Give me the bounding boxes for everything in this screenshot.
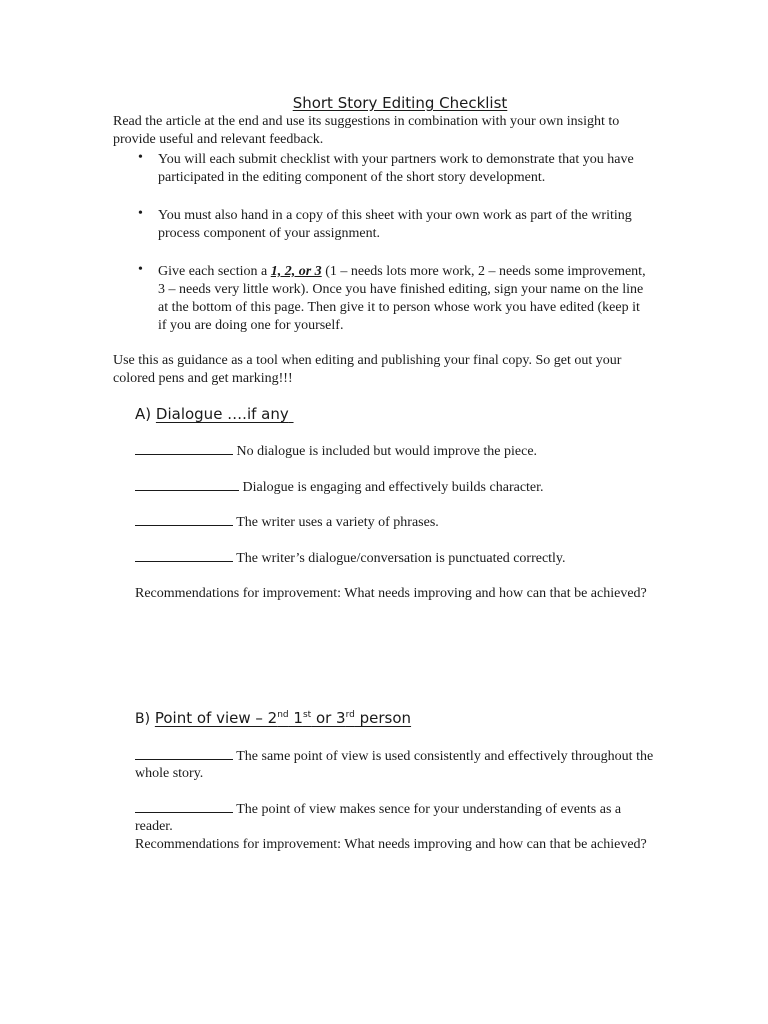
bullet-1-line-2: participated in the editing component of the short story development.: [158, 170, 546, 185]
section-b-item-2: The point of view makes sence for your understanding of events as a: [135, 800, 621, 819]
page-title: Short Story Editing Checklist: [292, 94, 508, 112]
score-blank[interactable]: [135, 442, 233, 455]
intro-line-2: provide useful and relevant feedback.: [113, 132, 324, 147]
section-a-item-2: Dialogue is engaging and effectively builds character.: [135, 478, 544, 497]
section-b-recommendation: Recommendations for improvement: What needs improving and how can that be achieved?: [135, 837, 647, 852]
section-a-heading: A) Dialogue ….if any: [135, 405, 289, 423]
score-blank[interactable]: [135, 478, 239, 491]
section-b-heading: B) Point of view – 2nd 1st or 3rd person: [135, 709, 412, 727]
score-blank[interactable]: [135, 800, 233, 813]
intro-line-1: Read the article at the end and use its suggestions in combination with your own insight to: [113, 114, 620, 129]
section-a-item-3: The writer uses a variety of phrases.: [135, 513, 439, 532]
bullet-3-line-3: at the bottom of this page. Then give it to person whose work you have edited (keep it: [158, 300, 640, 315]
bullet-3-line-2: 3 – needs very little work). Once you have finished editing, sign your name on the line: [158, 282, 644, 297]
score-blank[interactable]: [135, 747, 233, 760]
section-a-item-4: The writer’s dialogue/conversation is punctuated correctly.: [135, 549, 566, 568]
section-b-item-1: The same point of view is used consistently and effectively throughout the: [135, 747, 653, 766]
bullet-icon: •: [138, 262, 143, 277]
bullet-3-line-4: if you are doing one for yourself.: [158, 318, 344, 333]
section-b-item-1-cont: whole story.: [135, 766, 204, 781]
score-blank[interactable]: [135, 549, 233, 562]
section-a-recommendation: Recommendations for improvement: What needs improving and how can that be achieved?: [135, 586, 647, 601]
bullet-3-line-1: Give each section a 1, 2, or 3 (1 – needs lots more work, 2 – needs some improvement,: [158, 264, 646, 279]
score-blank[interactable]: [135, 513, 233, 526]
rating-scale: 1, 2, or 3: [270, 264, 322, 279]
bullet-1-line-1: You will each submit checklist with your partners work to demonstrate that you have: [158, 152, 634, 167]
guidance-line-1: Use this as guidance as a tool when editing and publishing your final copy. So get out your: [113, 353, 622, 368]
bullet-icon: •: [138, 150, 143, 165]
bullet-icon: •: [138, 206, 143, 221]
bullet-2-line-2: process component of your assignment.: [158, 226, 381, 241]
bullet-2-line-1: You must also hand in a copy of this sheet with your own work as part of the writing: [158, 208, 632, 223]
guidance-line-2: colored pens and get marking!!!: [113, 371, 293, 386]
section-b-item-2-cont: reader.: [135, 819, 173, 834]
section-a-item-1: No dialogue is included but would improve the piece.: [135, 442, 537, 461]
